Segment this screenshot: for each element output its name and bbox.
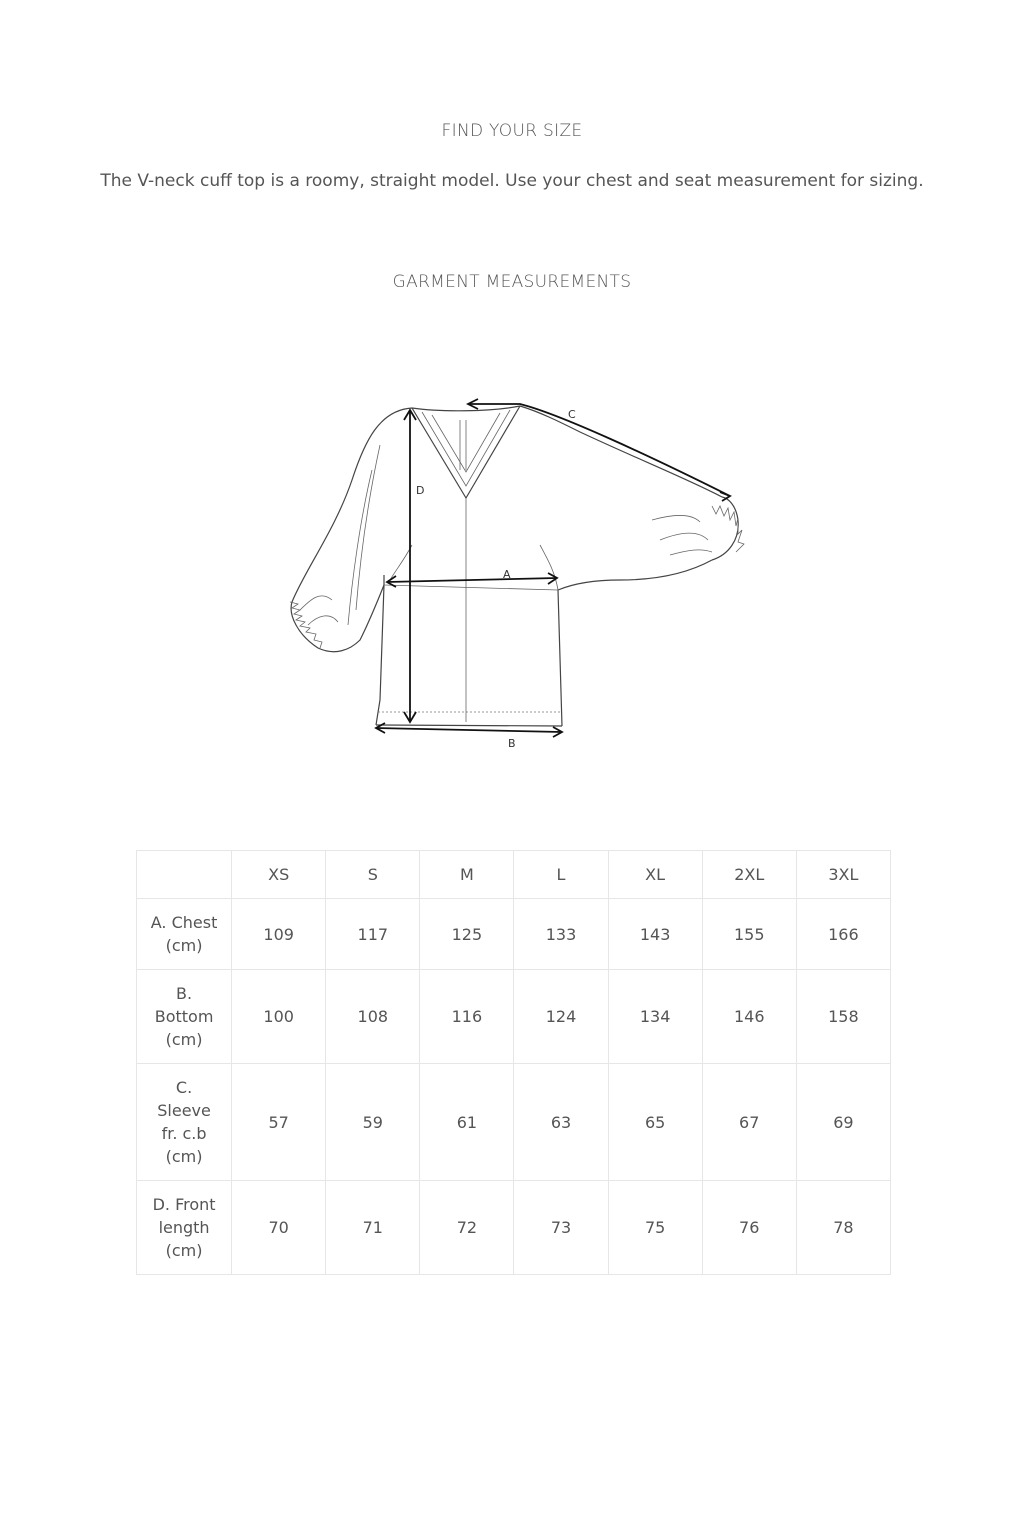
table-cell: 73 (514, 1181, 608, 1275)
size-table (136, 850, 891, 1275)
top-outline (290, 406, 744, 726)
table-cell: 143 (608, 899, 702, 970)
find-your-size-title: FIND YOUR SIZE (441, 121, 583, 141)
label-b: B (508, 737, 516, 750)
table-cell: 69 (796, 1064, 890, 1181)
table-cell: 76 (702, 1181, 796, 1275)
size-header: M (420, 851, 514, 899)
label-c: C (568, 408, 576, 421)
sizing-intro-text: The V-neck cuff top is a roomy, straight model. Use your chest and seat measurement for sizing. (100, 171, 924, 191)
table-cell: 166 (796, 899, 890, 970)
table-cell: 63 (514, 1064, 608, 1181)
table-cell: 57 (232, 1064, 326, 1181)
table-row (137, 1181, 891, 1275)
corner-cell (137, 851, 232, 899)
table-cell: 125 (420, 899, 514, 970)
row-label: D. Front length (cm) (137, 1181, 232, 1275)
table-cell: 124 (514, 970, 608, 1064)
label-d: D (416, 484, 425, 497)
table-cell: 133 (514, 899, 608, 970)
table-cell: 59 (326, 1064, 420, 1181)
measurement-d-front-length (404, 410, 424, 722)
table-header-row (137, 851, 891, 899)
size-header: XS (232, 851, 326, 899)
table-cell: 158 (796, 970, 890, 1064)
label-a: A (503, 568, 511, 581)
table-cell: 67 (702, 1064, 796, 1181)
table-cell: 71 (326, 1181, 420, 1275)
table-cell: 155 (702, 899, 796, 970)
row-label: C. Sleeve fr. c.b (cm) (137, 1064, 232, 1181)
row-label: A. Chest (cm) (137, 899, 232, 970)
table-cell: 108 (326, 970, 420, 1064)
garment-measurements-title: GARMENT MEASUREMENTS (392, 272, 632, 292)
table-cell: 72 (420, 1181, 514, 1275)
table-cell: 70 (232, 1181, 326, 1275)
size-header: 3XL (796, 851, 890, 899)
measurement-b-bottom (376, 723, 562, 750)
size-header: S (326, 851, 420, 899)
table-cell: 117 (326, 899, 420, 970)
size-header: 2XL (702, 851, 796, 899)
table-cell: 65 (608, 1064, 702, 1181)
table-row (137, 970, 891, 1064)
garment-sketch (270, 390, 750, 760)
table-cell: 78 (796, 1181, 890, 1275)
table-cell: 134 (608, 970, 702, 1064)
table-cell: 75 (608, 1181, 702, 1275)
table-cell: 109 (232, 899, 326, 970)
table-cell: 61 (420, 1064, 514, 1181)
table-cell: 100 (232, 970, 326, 1064)
row-label: B. Bottom (cm) (137, 970, 232, 1064)
table-cell: 116 (420, 970, 514, 1064)
table-row (137, 1064, 891, 1181)
size-header: L (514, 851, 608, 899)
table-cell: 146 (702, 970, 796, 1064)
size-header: XL (608, 851, 702, 899)
measurement-a-chest (387, 568, 557, 587)
table-row (137, 899, 891, 970)
